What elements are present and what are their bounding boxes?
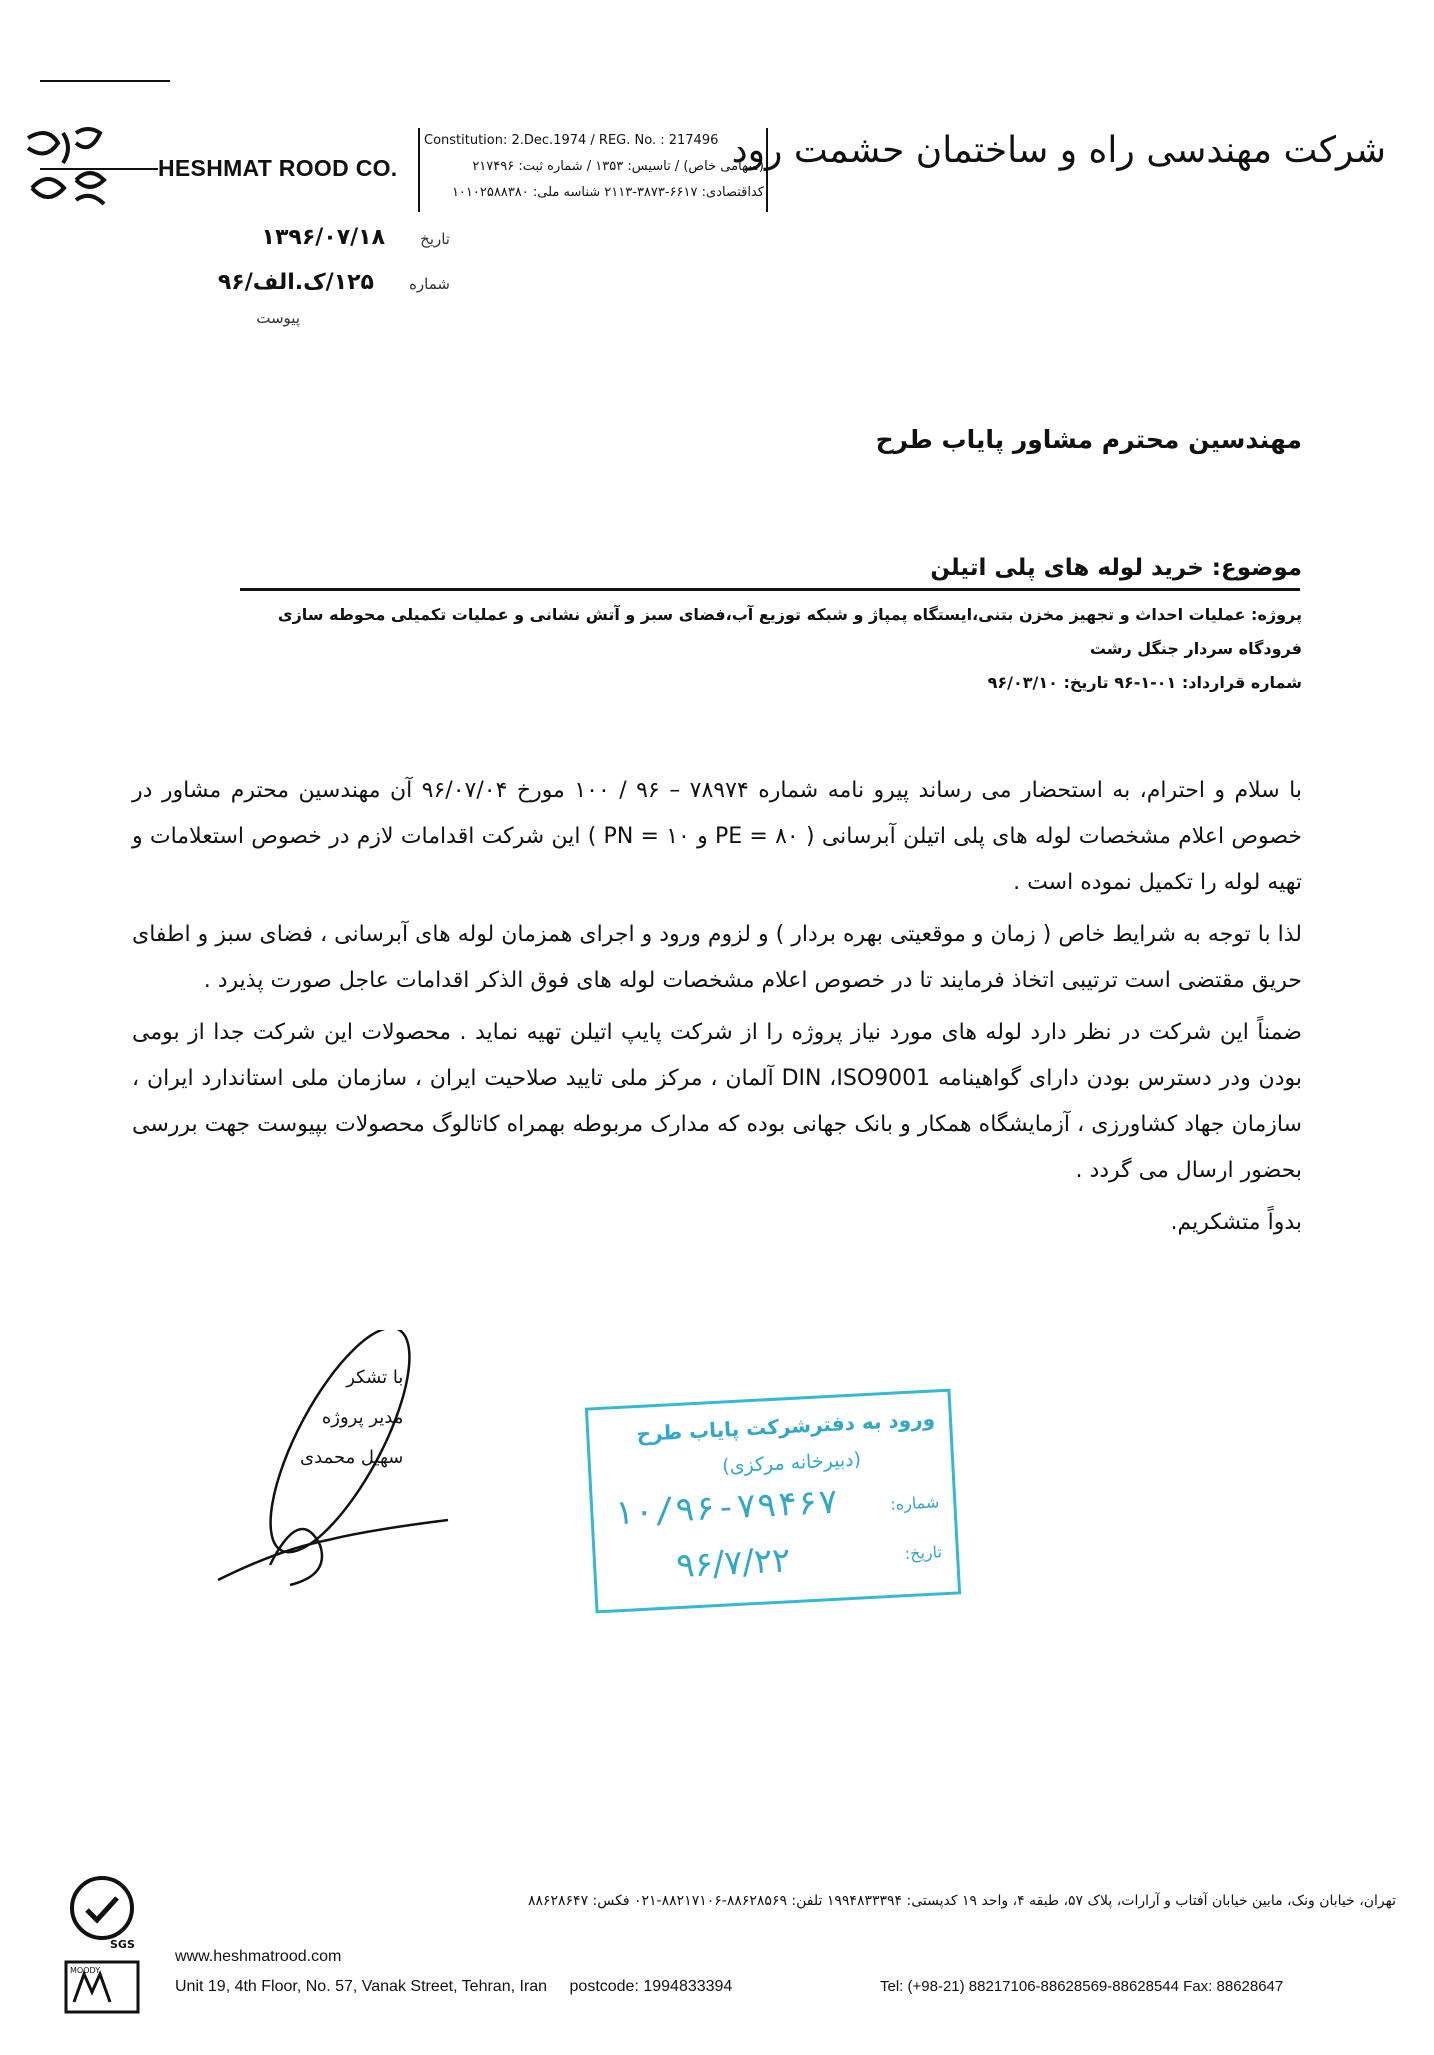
sgs-label: SGS [110,1938,135,1951]
letter-body [132,768,1302,1252]
paragraph-2: لذا با توجه به شرایط خاص ( زمان و موقعیتی بهره بردار ) و لزوم ورود و اجرای همزمان لوله های آبرسانی ، فضای سبز و اطفای حریق مقتضی است ترتیبی اتخاذ فرمایند تا در خصوص اعلام مشخصات لوله های فوق الذکر اقدامات عاجل صورت پذیرد . [132,922,1302,993]
company-name-fa: شرکت مهندسی راه و ساختمان حشمت رود [731,130,1386,171]
stamp-date-value: ۹۶/۷/۲۲ [675,1540,792,1587]
company-name-en: HESHMAT ROOD CO. [158,155,398,181]
header-divider-left [418,128,420,212]
registration-block [424,128,764,206]
number-value: ۱۲۵/ک.الف/۹۶ [217,270,374,295]
brand-underline [40,168,158,170]
received-stamp [585,1389,961,1614]
number-label: شماره [409,275,450,293]
stamp-number-label: شماره: [889,1492,940,1514]
footer-address-fa: تهران، خیابان ونک، مابین خیابان آفتاب و آرارات، پلاک ۵۷، طبقه ۴، واحد ۱۹ کدپستی: ۱۹۹۴۸۳۳۳۹۴ تلفن: ۸۸۶۲۸۵۶۹-۸۸۲۱۷۱۰۶-۰۲۱ فکس: ۸۸۶۲۸۶۴۷ [527,1893,1396,1909]
header-rule [40,80,170,82]
stamp-date-label: تاریخ: [904,1542,943,1564]
signature-name: سهیل محمدی [300,1447,404,1468]
recipient: مهندسین محترم مشاور پایاب طرح [875,425,1302,454]
project-block [222,598,1302,700]
subject: موضوع: خرید لوله های پلی اتیلن [930,555,1302,581]
footer-website[interactable]: www.heshmatrood.com [175,1948,342,1965]
closing: بدواً متشکریم. [1170,1210,1302,1235]
attachment-label: پیوست [256,309,300,327]
footer-phones: Tel: (+98-21) 88217106-88628569-88628544 Fax: 88628647 [880,1978,1284,1995]
attachment-row [150,308,300,327]
footer-postcode: postcode: 1994833394 [569,1978,733,1995]
signature-title: مدیر پروژه [321,1407,404,1428]
project-line-2: فرودگاه سردار جنگل رشت [1089,639,1302,658]
stamp-title: ورود به دفترشرکت پایاب طرح [635,1406,936,1447]
subject-rule [240,588,1300,591]
stamp-number-value: ۱۰/۹۶-۷۹۴۶۷ [612,1481,840,1534]
contract-line: شماره قرارداد: ۰۱-۱-۹۶ تاریخ: ۹۶/۰۳/۱۰ [987,673,1302,692]
date-row [150,225,450,250]
paragraph-1: با سلام و احترام، به استحضار می رساند پیرو نامه شماره ۷۸۹۷۴ – ۹۶ / ۱۰۰ مورخ ۹۶/۰۷/۰۴ آن مهندسین محترم مشاور در خصوص اعلام مشخصات لوله های پلی اتیلن آبرسانی ( ۸۰ = PE و ۱۰ = PN ) این شرکت اقدامات لازم در خصوص استعلامات و تهیه لوله را تکمیل نموده است . [132,778,1302,895]
handwritten-signature-icon [210,1330,470,1610]
date-label: تاریخ [420,230,450,248]
paragraph-3: ضمناً این شرکت در نظر دارد لوله های مورد نیاز پروژه را از شرکت پایپ اتیلن تهیه نماید . محصولات این شرکت جدا از بومی بودن ودر دسترس بودن دارای گواهینامه DIN ،ISO9001 آلمان ، مرکز ملی تایید صلاحیت ایران ، سازمان ملی استاندارد ایران ، سازمان جهاد کشاورزی ، آزمایشگاه همکار و بانک جهانی بوده که مدارک مربوطه بهمراه کاتالوگ محصولات بپیوست جهت بررسی بحضور ارسال می گردد . [132,1020,1302,1183]
number-row [150,270,450,295]
company-type-line: (سهامی خاص) / تاسیس: ۱۳۵۳ / شماره ثبت: ۲۱۷۴۹۶ [472,159,764,174]
economic-code-line: کداقتصادی: ۶۶۱۷-۳۸۷۳-۲۱۱۳ شناسه ملی: ۱۰۱۰۲۵۸۸۳۸۰ [451,185,764,200]
footer-address-en [175,1978,732,1996]
certification-logos [62,1870,142,2020]
moody-label: MOODY [70,1966,101,1975]
signature-thanks: با تشکر [346,1367,404,1388]
project-line-1: پروژه: عملیات احداث و تجهیز مخزن بتنی،ایستگاه پمپاژ و شبکه توزیع آب،فضای سبز و آتش نشانی و عملیات تکمیلی محوطه سازی [277,605,1302,624]
company-logo-icon [18,118,128,228]
constitution-line: Constitution: 2.Dec.1974 / REG. No. : 217496 [424,133,719,148]
stamp-subtitle: (دبیرخانه مرکزی) [721,1448,862,1478]
footer-street: Unit 19, 4th Floor, No. 57, Vanak Street, Tehran, Iran [175,1978,548,1995]
date-value: ۱۳۹۶/۰۷/۱۸ [261,225,386,250]
